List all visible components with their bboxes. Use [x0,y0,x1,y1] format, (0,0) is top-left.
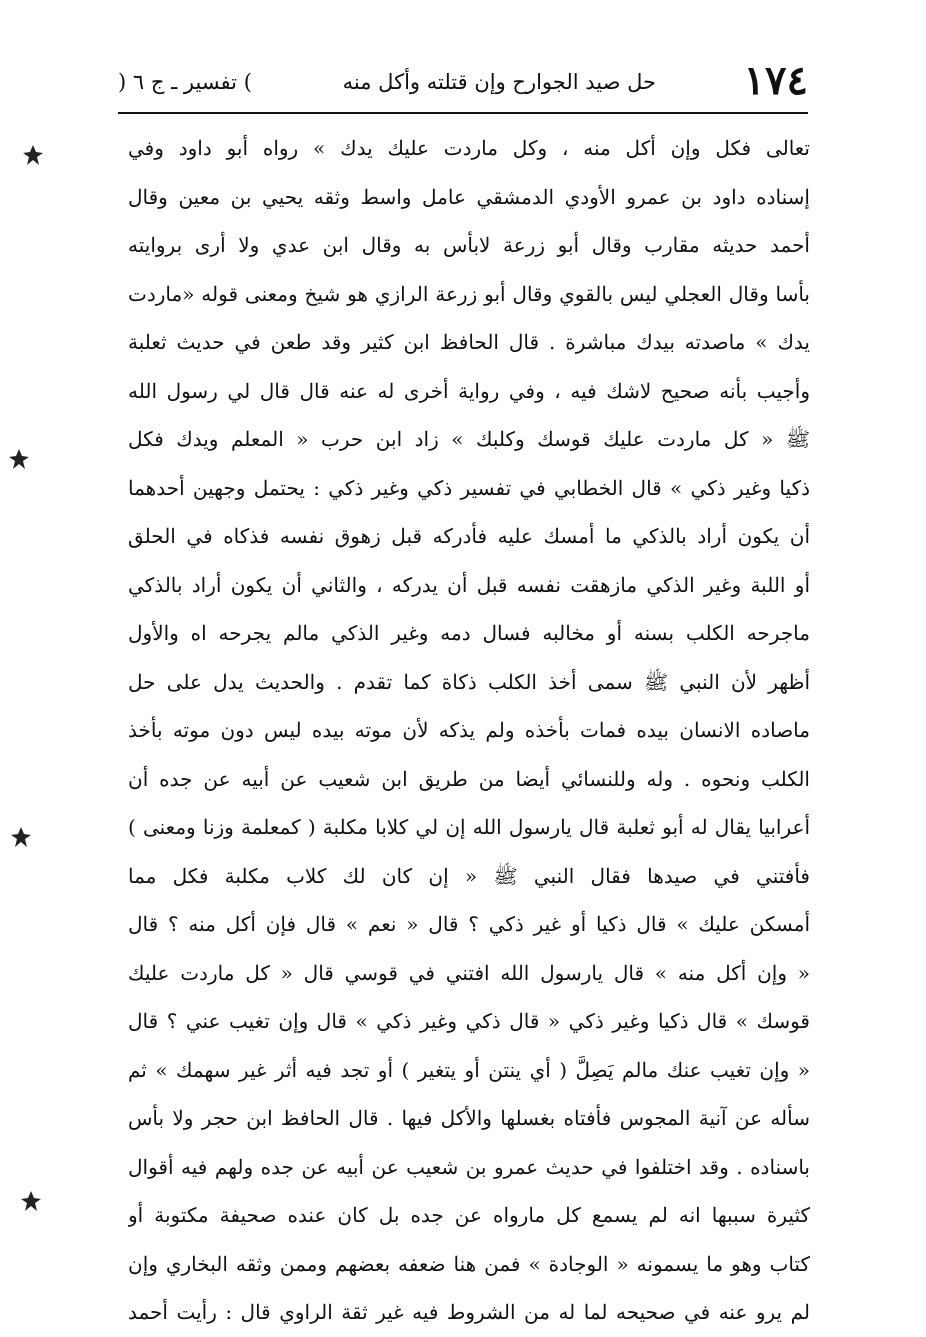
text-line: وأجيب بأنه صحيح لاشك فيه ، وفي رواية أخرى له عنه قال قال لي رسول الله [128,378,810,403]
running-title: حل صيد الجوارح وإن قتلته وأكل منه [342,70,656,94]
text-line: باسناده . وقد اختلفوا في حديث عمرو بن شعيب عن أبيه عن جده ولهم فيه أقوال [128,1154,810,1179]
text-line: سأله عن آنية المجوس فأفتاه بغسلها والأكل فيها . قال الحافظ ابن حجر ولا بأس [128,1106,810,1130]
text-line: تعالى فكل وإن أكل منه ، وكل ماردت عليك يدك » رواه أبو داود وفي [128,136,810,160]
margin-mark-icon [10,826,32,848]
text-line: لم يرو عنه في صحيحه لما له من الشروط فيه غير ثقة الراوي قال : رأيت أحمد [128,1300,810,1324]
text-line: أن يكون أراد بالذكي ما أمسك عليه فأدركه قبل زهوق نفسه فذكاه في الحلق [128,524,810,548]
text-line: إسناده داود بن عمرو الأودي الدمشقي عامل واسط وثقه يحيي بن معين وقال [128,184,810,209]
margin-mark-icon [22,144,44,166]
text-line: « وإن تغيب عنك مالم يَصِلَّ ( أي ينتن أو يتغير ) أو تجد فيه أثر غير سهمك » ثم [128,1057,810,1082]
text-line: ماصاده الانسان بيده فمات بأخذه ولم يذكه لأن موته بيده ليس دون موته بأخذ [128,718,810,742]
text-line: أو اللبة وغير الذكي مازهقت نفسه قبل أن يدركه ، والثاني أن يكون أراد بالذكي [128,572,810,597]
page-header [118,58,808,110]
text-line: أعرابيا يقال له أبو ثعلبة قال يارسول الله إن لي كلابا مكلبة ( كمعلمة وزنا ومعنى ) [128,815,810,839]
text-line: أحمد حديثه مقارب وقال أبو زرعة لابأس به وقال ابن عدي ولا أرى بروايته [128,233,810,257]
text-line: كثيرة سببها انه لم يسمع كل مارواه عن جده بل كان عنده صحيفة مكتوبة أو [128,1203,810,1227]
text-line: قوسك » قال ذكيا وغير ذكي « قال ذكي وغير ذكي » قال وإن تغيب عني ؟ قال [128,1009,810,1033]
text-line: فأفتني في صيدها فقال النبي ﷺ « إن كان لك كلاب مكلبة فكل مما [128,863,810,888]
text-line: « وإن أكل منه » قال يارسول الله افتني في قوسي قال « كل ماردت عليك [128,960,810,985]
text-line: ماجرحه الكلب بسنه أو مخالبه فسال دمه وغير الذكي مالم يجرحه اه والأول [128,621,810,645]
body-text [128,124,810,1337]
margin-mark-icon [20,1190,42,1212]
header-rule [118,112,808,114]
text-line: ذكيا وغير ذكي » قال الخطابي في تفسير ذكي وغير ذكي : يحتمل وجهين أحدهما [128,475,810,500]
margin-mark-icon [8,448,30,470]
text-line: كتاب وهو ما يسمونه « الوجادة » فمن هنا ضعفه بعضهم وممن وثقه البخاري وإن [128,1251,810,1276]
text-line: الكلب ونحوه . وله وللنسائي أيضا من طريق ابن شعيب عن أبيه عن جده أن [128,766,810,791]
text-line: ﷺ « كل ماردت عليك قوسك وكلبك » زاد ابن حرب « المعلم ويدك فكل [128,427,810,451]
running-volume-tag: ) تفسير ـ ج ٦ ( [118,70,252,94]
text-line: بأسا وقال العجلي ليس بالقوي وقال أبو زرعة الرازي هو شيخ ومعنى قوله «ماردت [128,281,810,306]
page-number: ١٧٤ [743,57,808,104]
text-line: يدك » ماصدته بيدك مباشرة . قال الحافظ ابن كثير وقد طعن في حديث ثعلبة [128,330,810,354]
text-line: أمسكن عليك » قال ذكيا أو غير ذكي ؟ قال « نعم » قال فإن أكل منه ؟ قال [128,912,810,936]
text-line: أظهر لأن النبي ﷺ سمى أخذ الكلب ذكاة كما تقدم . والحديث يدل على حل [128,669,810,694]
